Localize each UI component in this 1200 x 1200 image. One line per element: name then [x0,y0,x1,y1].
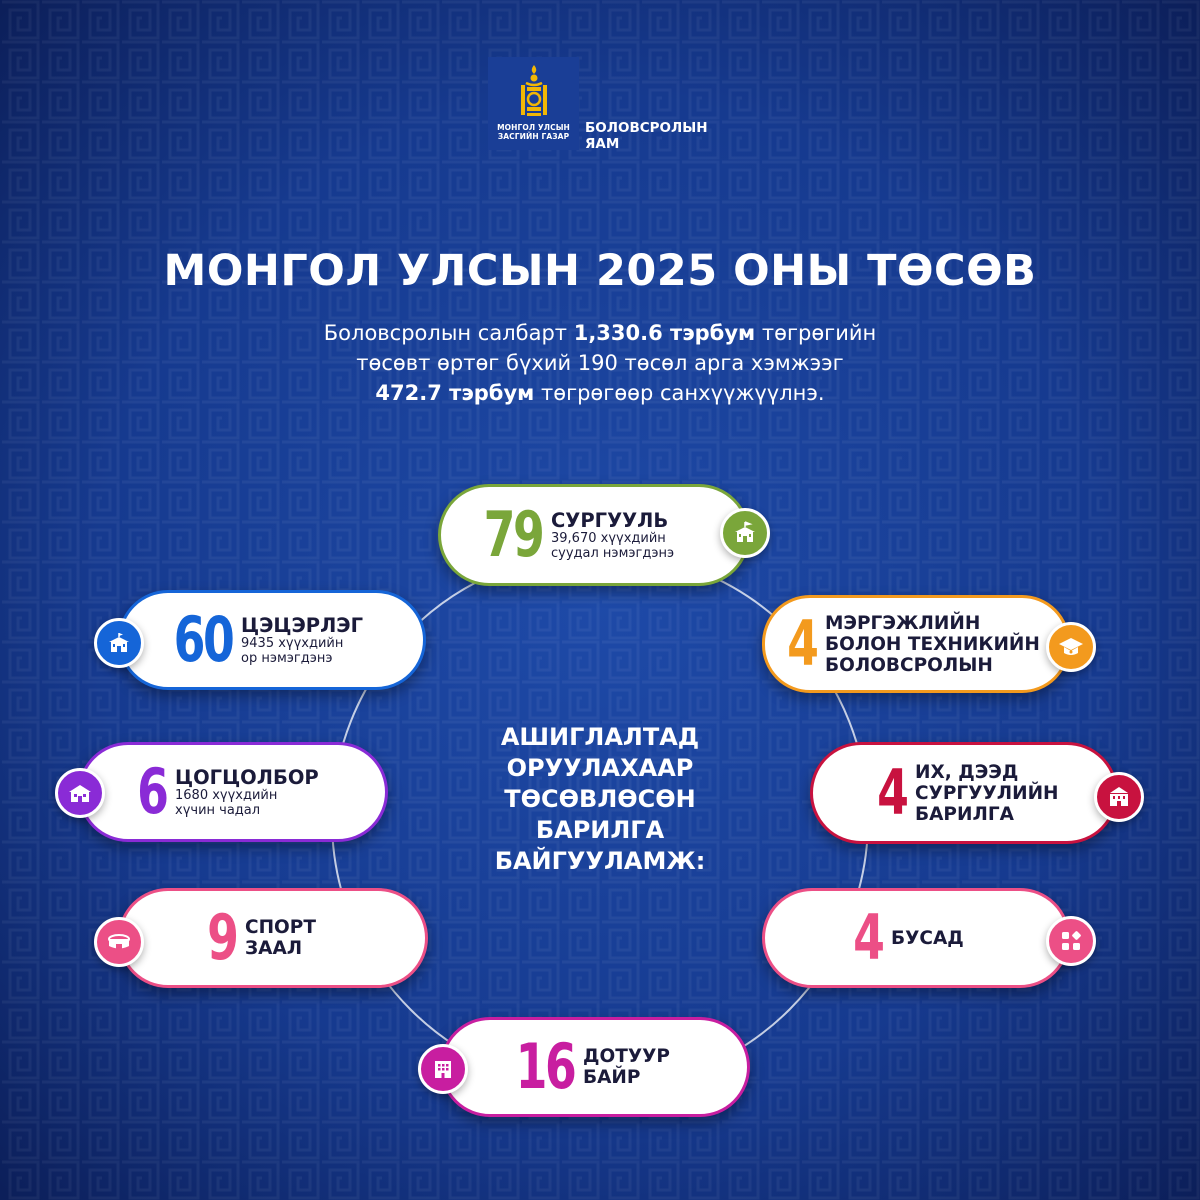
center-heading-line: БАРИЛГА [535,816,665,844]
subtitle-text: Боловсролын салбарт [323,321,574,345]
kindergarten-sub: ор нэмэгдэнэ [241,650,333,666]
complex-building-icon [55,768,105,818]
dormitory-line: БАЙР [583,1067,641,1088]
dormitory-count: 16 [515,1030,575,1103]
subtitle [0,318,1200,408]
kindergarten-icon [94,618,144,668]
sports-hall-line: ЗААЛ [245,938,303,959]
vocational-line: МЭРГЭЖЛИЙН [825,612,981,634]
schools-count: 79 [483,498,543,571]
schools-sub: 39,670 хүүхдийн [551,530,666,546]
other-card [762,888,1070,988]
center-heading-line: ТӨСӨВЛӨСӨН [504,785,696,813]
subtitle-highlight: 1,330.6 тэрбум [573,321,756,345]
subtitle-highlight: 472.7 тэрбум [375,381,535,405]
stadium-icon [94,917,144,967]
apps-grid-icon [1046,916,1096,966]
university-building-icon [1094,772,1144,822]
vocational-line: БОЛОВСРОЛЫН [825,654,993,676]
soyombo-emblem-icon [517,63,551,119]
sports-hall-count: 9 [207,901,237,974]
kindergarten-sub: 9435 хүүхдийн [241,635,344,651]
ministry-name [585,120,708,152]
ministry-line2: ЯАМ [585,136,620,152]
complex-count: 6 [137,755,167,828]
sports-hall-card [118,888,428,988]
vocational-count: 4 [787,607,817,680]
school-icon [720,508,770,558]
complex-sub: 1680 хүүхдийн [175,787,278,803]
dormitory-line: ДОТУУР [583,1046,670,1067]
schools-sub: суудал нэмэгдэнэ [551,545,675,561]
ministry-line1: БОЛОВСРОЛЫН [585,120,708,136]
center-heading-line: БАЙГУУЛАМЖ: [494,847,706,875]
complex-card [78,742,388,842]
sports-hall-line: СПОРТ [245,917,316,938]
center-heading [460,722,740,877]
subtitle-text: төгрөгөөр санхүүжүүлнэ. [534,381,825,405]
page-title: МОНГОЛ УЛСЫН 2025 ОНЫ ТӨСӨВ [163,246,1037,296]
university-line: ИХ, ДЭЭД [915,761,1019,783]
kindergarten-count: 60 [173,603,233,676]
other-title: БУСАД [891,927,964,949]
other-count: 4 [853,901,883,974]
subtitle-text: төсөвт өртөг бүхий 190 төсөл арга хэмжээг [356,351,844,375]
vocational-line: БОЛОН ТЕХНИКИЙН [825,633,1040,655]
complex-sub: хүчин чадал [175,802,261,818]
complex-title: ЦОГЦОЛБОР [175,765,319,789]
graduation-cap-icon [1046,622,1096,672]
center-heading-line: АШИГЛАЛТАД [500,723,700,751]
apartment-icon [418,1044,468,1094]
center-heading-line: ОРУУЛАХААР [506,754,694,782]
vocational-card [762,595,1070,693]
university-line: СУРГУУЛИЙН [915,782,1059,804]
university-count: 4 [877,756,907,829]
schools-card [438,484,750,586]
kindergarten-title: ЦЭЦЭРЛЭГ [241,613,364,637]
logo-caption-line2: ЗАСГИЙН ГАЗАР [497,132,570,141]
dormitory-card [440,1017,750,1117]
schools-title: СУРГУУЛЬ [551,508,669,532]
university-line: БАРИЛГА [915,803,1014,825]
kindergarten-card [118,590,426,690]
government-logo [488,57,579,150]
university-card [810,742,1118,844]
logo-caption-line1: МОНГОЛ УЛСЫН [497,123,570,132]
subtitle-text: төгрөгийн [755,321,877,345]
